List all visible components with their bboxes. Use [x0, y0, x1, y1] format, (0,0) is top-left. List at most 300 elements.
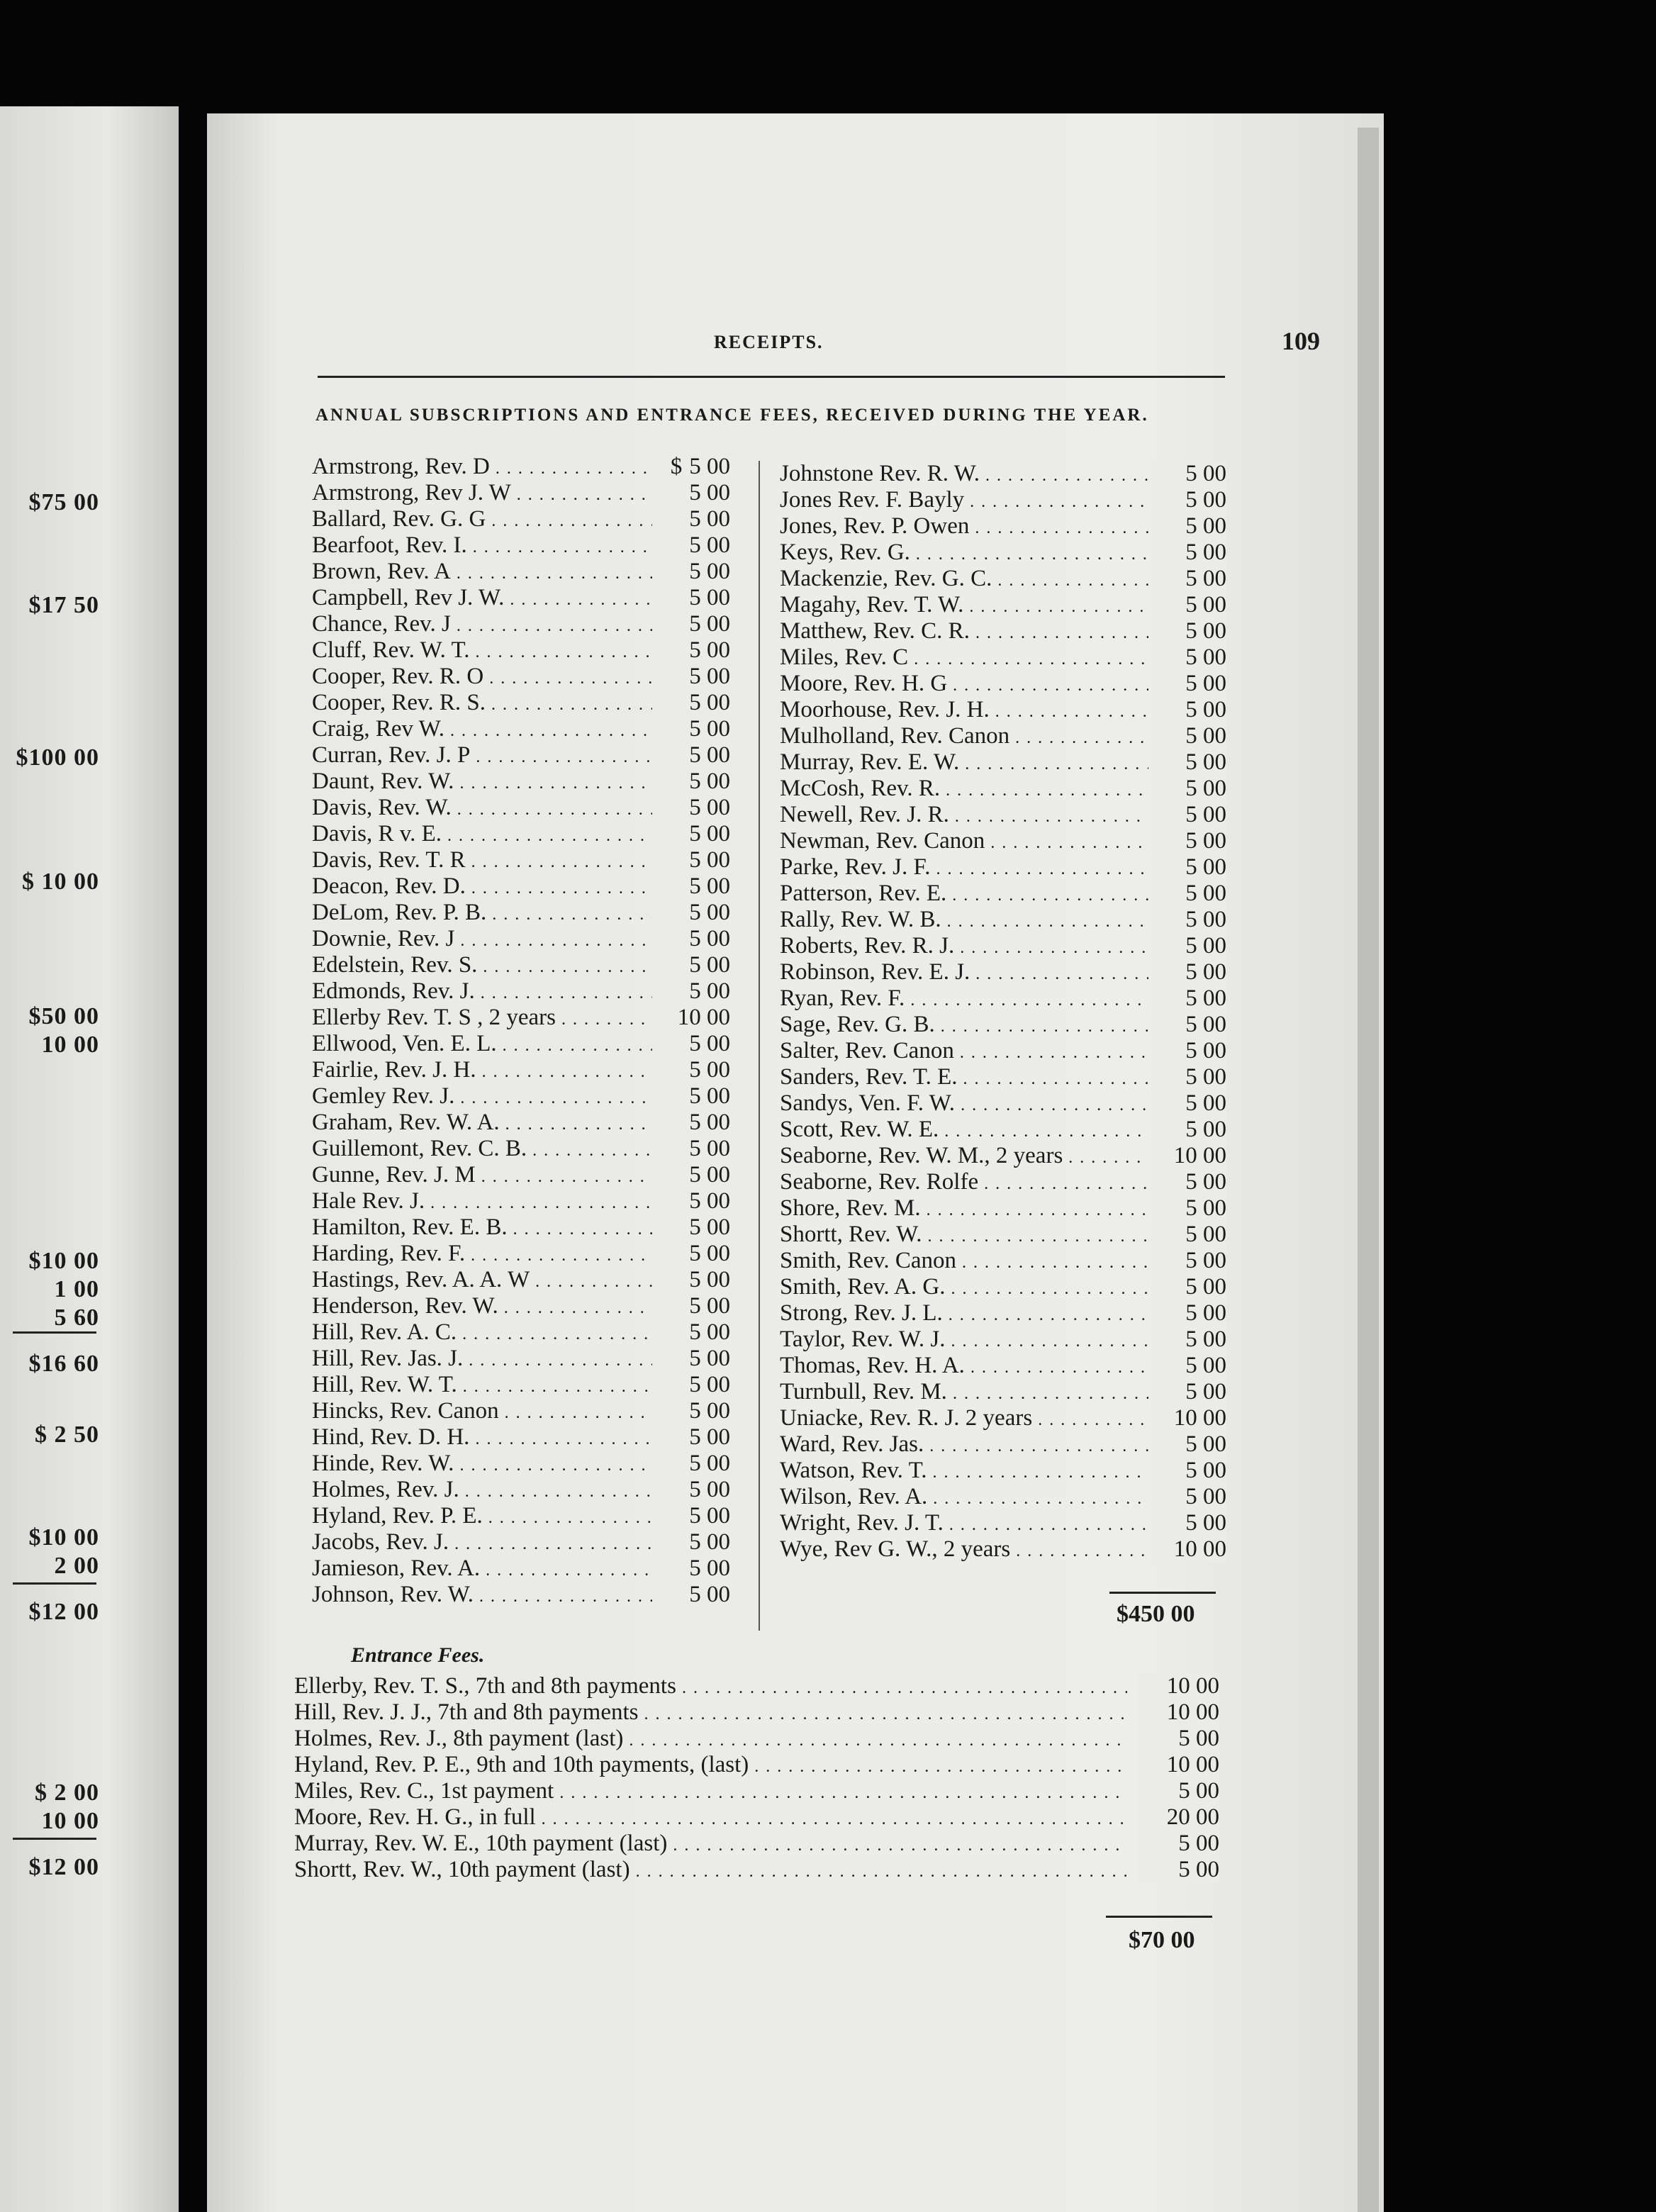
subscriber-name: Parke, Rev. J. F. . . . [780, 854, 1148, 881]
previous-page-amount: $ 2 50 [35, 1421, 99, 1448]
amount-value: 5 00 [1185, 1379, 1226, 1404]
previous-page-rule [13, 1582, 96, 1585]
amount-value: 5 00 [689, 585, 730, 610]
list-item [780, 723, 1226, 749]
amount-value: 5 00 [689, 1555, 730, 1581]
list-item [294, 1752, 1219, 1778]
amount-value: 5 00 [689, 1398, 730, 1424]
amount-value: 5 00 [689, 742, 730, 768]
list-item [312, 1398, 730, 1424]
amount [1151, 1274, 1226, 1300]
list-item [780, 1379, 1226, 1405]
subscriber-name: Sanders, Rev. T. E. . . . [780, 1064, 1148, 1090]
list-item [312, 1031, 730, 1057]
amount-value: 5 00 [1185, 1090, 1226, 1116]
amount [1151, 1405, 1226, 1431]
amount-value: 5 00 [689, 1582, 730, 1607]
subscriber-name: Ward, Rev. Jas. . . . [780, 1431, 1148, 1458]
amount [655, 690, 730, 716]
amount-value: 5 00 [1185, 671, 1226, 696]
amount-value: 5 00 [689, 1372, 730, 1397]
subscriber-name: Patterson, Rev. E. . . . [780, 881, 1148, 907]
amount [1151, 881, 1226, 907]
subscriber-name: Ryan, Rev. F. . . . [780, 985, 1148, 1012]
amount [655, 873, 730, 900]
amount-value: 5 00 [689, 480, 730, 505]
subscriber-name: Davis, R v. E. . . . [312, 821, 652, 847]
amount-value: 5 00 [689, 637, 730, 663]
amount-value: 5 00 [1185, 618, 1226, 644]
amount-value: 5 00 [689, 1110, 730, 1135]
amount [1151, 749, 1226, 776]
amount [655, 1031, 730, 1057]
list-item [312, 664, 730, 690]
amount-value: 10 00 [1173, 1143, 1226, 1168]
amount [655, 1477, 730, 1503]
amount-value: 5 00 [1185, 1326, 1226, 1352]
amount-value: 5 00 [689, 1083, 730, 1109]
list-item [780, 749, 1226, 776]
previous-page-amount: 10 00 [41, 1808, 99, 1834]
amount-value: 5 00 [1185, 1064, 1226, 1090]
subscriber-name: Smith, Rev. A. G. . . . [780, 1274, 1148, 1300]
list-item [312, 847, 730, 873]
amount [1151, 671, 1226, 697]
list-item [312, 506, 730, 532]
previous-page-amount: 1 00 [54, 1276, 99, 1302]
amount-value: 5 00 [1178, 1778, 1219, 1804]
subscriber-name: Davis, Rev. T. R . . . [312, 847, 652, 873]
list-item [312, 821, 730, 847]
subscriber-name: Shore, Rev. M. . . . [780, 1195, 1148, 1222]
page-number: 109 [1282, 327, 1320, 355]
subscriber-name: Armstrong, Rev J. W . . . [312, 480, 652, 506]
list-item [780, 802, 1226, 828]
subscriber-name: Murray, Rev. E. W. . . . [780, 749, 1148, 776]
list-item [780, 1353, 1226, 1379]
list-item [312, 532, 730, 559]
amount [655, 978, 730, 1005]
amount-value: 10 00 [677, 1005, 730, 1030]
amount [1137, 1673, 1219, 1699]
list-item [312, 1057, 730, 1083]
list-item [294, 1726, 1219, 1752]
amount [1151, 566, 1226, 592]
amount-value: 5 00 [689, 1057, 730, 1083]
amount [1137, 1857, 1219, 1883]
amount-value: 10 00 [1173, 1405, 1226, 1431]
list-item [780, 1012, 1226, 1038]
list-item [312, 769, 730, 795]
header-rule [318, 376, 1225, 378]
subscriber-name: Brown, Rev. A . . . [312, 559, 652, 585]
amount [655, 1346, 730, 1372]
amount-value: 5 00 [1185, 461, 1226, 486]
amount-value: 5 00 [1178, 1726, 1219, 1751]
amount-value: 5 00 [689, 1424, 730, 1450]
amount-value: 5 00 [689, 1293, 730, 1319]
subscriber-name: Scott, Rev. W. E. . . . [780, 1117, 1148, 1143]
subscriber-name: Newell, Rev. J. R. . . . [780, 802, 1148, 828]
amount-value: 5 00 [689, 559, 730, 584]
amount [655, 664, 730, 690]
subscriber-name: Taylor, Rev. W. J. . . . [780, 1326, 1148, 1353]
subscriber-name: Shortt, Rev. W. . . . [780, 1222, 1148, 1248]
subscriber-name: Ellerby Rev. T. S , 2 years . . . [312, 1005, 652, 1031]
amount [655, 795, 730, 821]
list-item [294, 1699, 1219, 1726]
list-item [780, 513, 1226, 540]
list-item [780, 1431, 1226, 1458]
list-item [312, 454, 730, 480]
list-item [312, 690, 730, 716]
amount [1151, 618, 1226, 644]
previous-page-amount: $10 00 [28, 1524, 99, 1551]
amount [655, 1005, 730, 1031]
amount-value: 5 00 [689, 716, 730, 742]
amount [655, 1582, 730, 1608]
subscriber-name: Hastings, Rev. A. A. W . . . [312, 1267, 652, 1293]
amount [1151, 933, 1226, 959]
list-item [312, 978, 730, 1005]
amount [655, 1319, 730, 1346]
list-item [780, 697, 1226, 723]
amount [655, 1372, 730, 1398]
previous-page-amount: 5 60 [54, 1305, 99, 1331]
entrance-total-rule [1106, 1916, 1212, 1918]
amount [655, 1241, 730, 1267]
amount-value: 5 00 [1185, 566, 1226, 591]
amount [1151, 985, 1226, 1012]
amount [1151, 723, 1226, 749]
amount-value: 5 00 [689, 1267, 730, 1292]
list-item [312, 1267, 730, 1293]
list-item [312, 1005, 730, 1031]
subscriber-name: Downie, Rev. J . . . [312, 926, 652, 952]
subscriber-name: Hincks, Rev. Canon . . . [312, 1398, 652, 1424]
subscriber-name: Ellwood, Ven. E. L. . . . [312, 1031, 652, 1057]
list-item [312, 611, 730, 637]
subscriber-name: Wilson, Rev. A. . . . [780, 1484, 1148, 1510]
amount [655, 952, 730, 978]
amount [655, 1293, 730, 1319]
section-heading: ANNUAL SUBSCRIPTIONS AND ENTRANCE FEES, RECEIVED DURING THE YEAR. [315, 406, 1149, 425]
list-item [780, 1222, 1226, 1248]
amount-value: 10 00 [1166, 1673, 1219, 1699]
amount [1151, 1300, 1226, 1326]
previous-page-amount: 10 00 [41, 1032, 99, 1058]
amount [1151, 1458, 1226, 1484]
amount [655, 1110, 730, 1136]
subscriber-name: Deacon, Rev. D. . . . [312, 873, 652, 900]
list-item [780, 881, 1226, 907]
amount [655, 637, 730, 664]
amount [1151, 1169, 1226, 1195]
amount-value: 10 00 [1166, 1699, 1219, 1725]
subscriber-name: Hill, Rev. A. C. . . . [312, 1319, 652, 1346]
previous-page-amount: $12 00 [28, 1854, 99, 1880]
subscriber-name: Jones, Rev. P. Owen . . . [780, 513, 1148, 540]
subscriber-name: Thomas, Rev. H. A. . . . [780, 1353, 1148, 1379]
amount-value: 5 00 [1185, 749, 1226, 775]
previous-page-rule [13, 1331, 96, 1334]
amount-value: 5 00 [689, 900, 730, 925]
amount-value: 5 00 [689, 873, 730, 899]
subscriber-name: Watson, Rev. T. . . . [780, 1458, 1148, 1484]
amount-value: 5 00 [689, 454, 730, 479]
subscriber-name: Harding, Rev. F. . . . [312, 1241, 652, 1267]
list-item [780, 566, 1226, 592]
amount [655, 611, 730, 637]
amount-value: 5 00 [689, 821, 730, 847]
list-item [780, 1090, 1226, 1117]
amount [655, 506, 730, 532]
currency-symbol: $ [670, 454, 683, 479]
list-item [312, 637, 730, 664]
subscriber-name: Hind, Rev. D. H. . . . [312, 1424, 652, 1451]
previous-page-amount: $100 00 [16, 744, 99, 771]
column-divider [759, 461, 760, 1631]
amount-value: 5 00 [1185, 1222, 1226, 1247]
amount [1151, 1090, 1226, 1117]
amount-value: 5 00 [689, 506, 730, 532]
subscriber-name: Davis, Rev. W. . . . [312, 795, 652, 821]
amount [1151, 1038, 1226, 1064]
list-item [312, 1451, 730, 1477]
subscriber-name: Roberts, Rev. R. J. . . . [780, 933, 1148, 959]
amount [655, 821, 730, 847]
amount [1151, 697, 1226, 723]
amount [1137, 1752, 1219, 1778]
list-item [780, 618, 1226, 644]
list-item [780, 644, 1226, 671]
amount [655, 769, 730, 795]
list-item [780, 854, 1226, 881]
amount-value: 5 00 [1185, 1038, 1226, 1063]
list-item [312, 1188, 730, 1214]
amount [1151, 1222, 1226, 1248]
subscriber-name: Hale Rev. J. . . . [312, 1188, 652, 1214]
subscriber-name: Ellerby, Rev. T. S., 7th and 8th payments . . . [294, 1673, 1127, 1699]
subscriber-name: Edelstein, Rev. S. . . . [312, 952, 652, 978]
list-item [312, 795, 730, 821]
entrance-fees-list [294, 1673, 1219, 1883]
subscriber-name: Robinson, Rev. E. J. . . . [780, 959, 1148, 985]
amount-value: 5 00 [1185, 1484, 1226, 1509]
list-item [780, 828, 1226, 854]
subscriber-name: Wye, Rev G. W., 2 years . . . [780, 1536, 1148, 1563]
amount [1151, 1326, 1226, 1353]
subscriber-name: Moore, Rev. H. G., in full . . . [294, 1804, 1127, 1831]
amount [1151, 644, 1226, 671]
amount-value: 5 00 [689, 532, 730, 558]
subscriber-name: Ballard, Rev. G. G . . . [312, 506, 652, 532]
list-item [780, 540, 1226, 566]
subscriptions-right-column [780, 461, 1226, 1563]
list-item [780, 1248, 1226, 1274]
list-item [780, 776, 1226, 802]
amount [1151, 1064, 1226, 1090]
subscriber-name: Seaborne, Rev. Rolfe . . . [780, 1169, 1148, 1195]
subscriber-name: Curran, Rev. J. P . . . [312, 742, 652, 769]
amount-value: 5 00 [1185, 907, 1226, 932]
amount-value: 5 00 [1185, 592, 1226, 618]
list-item [780, 1117, 1226, 1143]
amount [1151, 854, 1226, 881]
amount [1151, 1536, 1226, 1563]
subscriber-name: Jacobs, Rev. J. . . . [312, 1529, 652, 1555]
subscriber-name: Armstrong, Rev. D . . . [312, 454, 652, 480]
list-item [780, 1143, 1226, 1169]
subscriber-name: Sage, Rev. G. B. . . . [780, 1012, 1148, 1038]
list-item [312, 585, 730, 611]
amount [1137, 1778, 1219, 1804]
amount [1151, 959, 1226, 985]
list-item [780, 907, 1226, 933]
amount-value: 5 00 [689, 1188, 730, 1214]
subscriber-name: Cooper, Rev. R. S. . . . [312, 690, 652, 716]
subscriber-name: Gunne, Rev. J. M . . . [312, 1162, 652, 1188]
amount [655, 716, 730, 742]
amount [1137, 1831, 1219, 1857]
list-item [312, 1372, 730, 1398]
subscriber-name: DeLom, Rev. P. B. . . . [312, 900, 652, 926]
amount [655, 559, 730, 585]
subscriber-name: Sandys, Ven. F. W. . . . [780, 1090, 1148, 1117]
amount [655, 454, 730, 480]
amount-value: 5 00 [689, 664, 730, 689]
amount [655, 1503, 730, 1529]
list-item [312, 1136, 730, 1162]
amount [655, 1529, 730, 1555]
list-item [780, 1458, 1226, 1484]
list-item [312, 1162, 730, 1188]
amount [1151, 1353, 1226, 1379]
amount [655, 1162, 730, 1188]
previous-page-rule [13, 1838, 96, 1840]
amount-value: 5 00 [1185, 1248, 1226, 1273]
subscriber-name: Gemley Rev. J. . . . [312, 1083, 652, 1110]
list-item [312, 1582, 730, 1608]
amount-value: 10 00 [1166, 1752, 1219, 1777]
amount [1151, 828, 1226, 854]
amount [1151, 513, 1226, 540]
amount-value: 5 00 [1185, 723, 1226, 749]
previous-page-amount: $10 00 [28, 1248, 99, 1274]
amount [655, 900, 730, 926]
page-title: RECEIPTS. [714, 332, 824, 352]
subscriber-name: Daunt, Rev. W. . . . [312, 769, 652, 795]
page-header [313, 326, 1320, 362]
previous-page-amount: $17 50 [28, 592, 99, 618]
list-item [780, 1405, 1226, 1431]
list-item [780, 1038, 1226, 1064]
previous-page-amount: $12 00 [28, 1599, 99, 1625]
subscriber-name: Henderson, Rev. W. . . . [312, 1293, 652, 1319]
list-item [312, 559, 730, 585]
amount-value: 5 00 [1185, 933, 1226, 959]
list-item [780, 1195, 1226, 1222]
previous-page-amount: $ 10 00 [22, 868, 99, 895]
amount-value: 20 00 [1166, 1804, 1219, 1830]
amount [655, 1451, 730, 1477]
amount [1151, 1117, 1226, 1143]
amount [1151, 1510, 1226, 1536]
amount [1151, 1431, 1226, 1458]
entrance-fees-heading: Entrance Fees. [351, 1643, 485, 1667]
amount-value: 5 00 [689, 1031, 730, 1056]
subscriber-name: Hill, Rev. J. J., 7th and 8th payments . . . [294, 1699, 1127, 1726]
list-item [780, 671, 1226, 697]
subscriber-name: Miles, Rev. C., 1st payment . . . [294, 1778, 1127, 1804]
amount [655, 1136, 730, 1162]
subscriber-name: Hill, Rev. W. T. . . . [312, 1372, 652, 1398]
subscriber-name: Shortt, Rev. W., 10th payment (last) . . . [294, 1857, 1127, 1883]
subscriber-name: Fairlie, Rev. J. H. . . . [312, 1057, 652, 1083]
list-item [312, 742, 730, 769]
amount-value: 5 00 [689, 1451, 730, 1476]
amount-value: 5 00 [1178, 1857, 1219, 1882]
subscriber-name: Cooper, Rev. R. O . . . [312, 664, 652, 690]
list-item [312, 1241, 730, 1267]
amount [1151, 487, 1226, 513]
subscriber-name: Bearfoot, Rev. I. . . . [312, 532, 652, 559]
amount [1151, 802, 1226, 828]
list-item [780, 933, 1226, 959]
list-item [312, 480, 730, 506]
amount-value: 5 00 [1185, 1510, 1226, 1536]
previous-page [0, 106, 179, 2212]
subscriber-name: Miles, Rev. C . . . [780, 644, 1148, 671]
subscriber-name: Matthew, Rev. C. R. . . . [780, 618, 1148, 644]
subscriber-name: Campbell, Rev J. W. . . . [312, 585, 652, 611]
amount-value: 5 00 [689, 690, 730, 715]
amount [1151, 776, 1226, 802]
list-item [780, 1484, 1226, 1510]
amount-value: 5 00 [1185, 802, 1226, 827]
amount [655, 742, 730, 769]
amount-value: 5 00 [1185, 854, 1226, 880]
amount-value: 5 00 [689, 611, 730, 637]
list-item [312, 1346, 730, 1372]
list-item [312, 952, 730, 978]
subscriber-name: Jamieson, Rev. A. . . . [312, 1555, 652, 1582]
previous-page-amount: $ 2 00 [35, 1780, 99, 1806]
previous-page-amount: $16 60 [28, 1351, 99, 1377]
entrance-fees-total: $70 00 [1129, 1927, 1195, 1953]
previous-page-amount: $75 00 [28, 489, 99, 515]
amount [655, 1188, 730, 1214]
amount-value: 5 00 [1185, 881, 1226, 906]
list-item [780, 1169, 1226, 1195]
list-item [780, 1536, 1226, 1563]
list-item [780, 1326, 1226, 1353]
subscriber-name: Hamilton, Rev. E. B. . . . [312, 1214, 652, 1241]
amount-value: 5 00 [1185, 1300, 1226, 1326]
subscriber-name: Hyland, Rev. P. E. . . . [312, 1503, 652, 1529]
previous-page-amount: $50 00 [28, 1003, 99, 1029]
list-item [312, 1293, 730, 1319]
list-item [294, 1831, 1219, 1857]
subscriber-name: Newman, Rev. Canon . . . [780, 828, 1148, 854]
subscriber-name: Craig, Rev W. . . . [312, 716, 652, 742]
subscriber-name: Salter, Rev. Canon . . . [780, 1038, 1148, 1064]
previous-page-amount: 2 00 [54, 1553, 99, 1579]
amount [655, 1555, 730, 1582]
subscriber-name: Rally, Rev. W. B. . . . [780, 907, 1148, 933]
list-item [312, 1529, 730, 1555]
amount [1151, 1195, 1226, 1222]
